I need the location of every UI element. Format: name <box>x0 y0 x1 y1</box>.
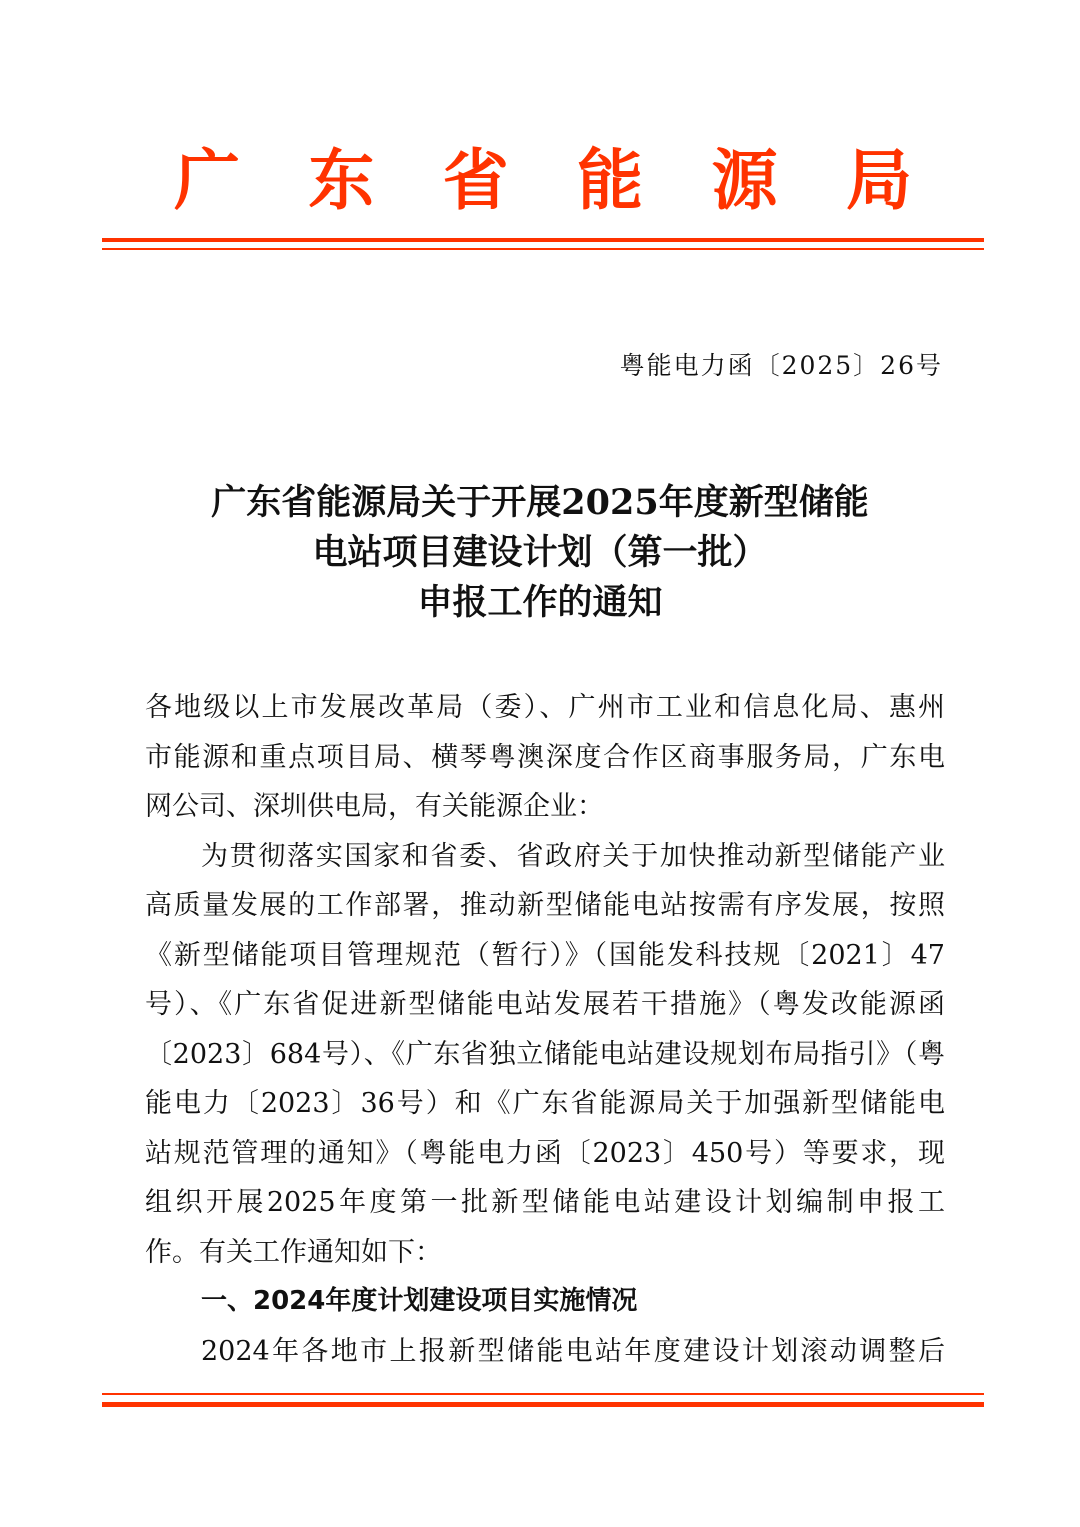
paragraph-line: 号）、《广东省促进新型储能电站发展若干措施》（粤发改能源函 <box>145 989 945 1020</box>
paragraph-line: 〔2023〕684号）、《广东省独立储能电站建设规划布局指引》（粤 <box>145 1038 945 1070</box>
addressee-line: 各地级以上市发展改革局（委）、广州市工业和信息化局、惠州 <box>145 692 945 723</box>
paragraph-line: 组织开展2025年度第一批新型储能电站建设计划编制申报工 <box>145 1187 945 1218</box>
title-line: 电站项目建设计划（第一批） <box>312 532 768 573</box>
paragraph-line: 站规范管理的通知》（粤能电力函〔2023〕450号）等要求，现 <box>145 1137 945 1169</box>
paragraph-line: 《新型储能项目管理规范（暂行）》（国能发科技规〔2021〕47 <box>145 939 945 971</box>
document-number: 粤能电力函〔2025〕26号 <box>619 351 943 380</box>
document-body <box>145 683 945 1376</box>
paragraph-line: 为贯彻落实国家和省委、省政府关于加快推动新型储能产业 <box>201 840 945 872</box>
addressee-line: 网公司、深圳供电局，有关能源企业： <box>145 791 604 822</box>
footer-divider-thick <box>102 1402 984 1407</box>
title-line: 广东省能源局关于开展2025年度新型储能 <box>211 482 869 523</box>
masthead-char: 局 <box>845 141 912 219</box>
masthead-char: 省 <box>442 141 509 219</box>
header-divider-thin <box>102 248 984 250</box>
masthead-title <box>102 138 984 222</box>
section-heading: 一、2024年度计划建设项目实施情况 <box>201 1286 638 1316</box>
addressee-line: 市能源和重点项目局、横琴粤澳深度合作区商事服务局，广东电 <box>145 741 945 773</box>
footer-divider-thin <box>102 1393 984 1395</box>
title-line: 申报工作的通知 <box>417 582 663 623</box>
masthead-char: 源 <box>711 141 778 219</box>
header-divider-thick <box>102 238 984 242</box>
paragraph-line: 高质量发展的工作部署，推动新型储能电站按需有序发展，按照 <box>145 890 945 921</box>
paragraph-line: 能电力〔2023〕36号）和《广东省能源局关于加强新型储能电 <box>145 1088 945 1119</box>
masthead-char: 东 <box>308 141 375 219</box>
masthead-char: 广 <box>174 141 240 219</box>
paragraph-line: 2024年各地市上报新型储能电站年度建设计划滚动调整后 <box>201 1335 945 1367</box>
paragraph-line: 作。有关工作通知如下： <box>145 1236 442 1268</box>
document-title <box>100 478 980 628</box>
masthead-char: 能 <box>577 141 644 219</box>
